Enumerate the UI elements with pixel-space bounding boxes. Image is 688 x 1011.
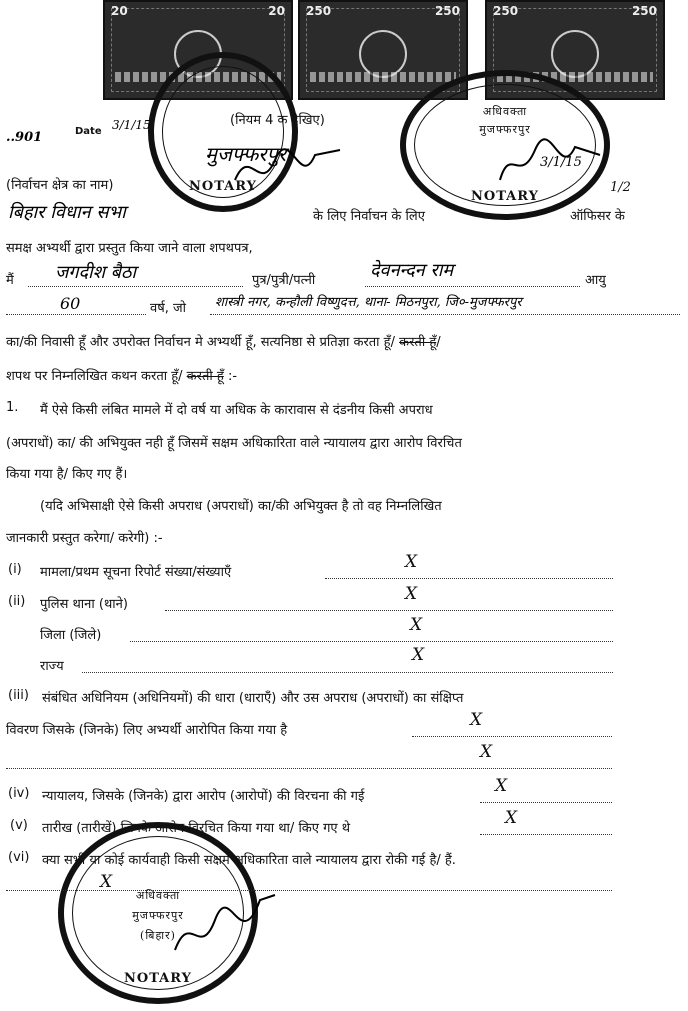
seal-text: अधिवक्ता	[135, 889, 181, 902]
constituency-label: (निर्वाचन क्षेत्र का नाम)	[6, 178, 114, 193]
oath-end: :-	[227, 369, 238, 384]
seal-text: अधिवक्ता	[482, 105, 528, 118]
deponent-name-handwritten: जगदीश बैठा	[55, 262, 137, 283]
seal-text: मुजफ्फरपुर	[132, 909, 184, 922]
item-v-number: (v)	[10, 818, 28, 833]
item-iii-line1: संबंधित अधिनियम (अधिनियमों) की धारा (धाराएँ) और उस अपराध (अपराधों) का संक्षिप्त	[42, 691, 464, 706]
item-v-label: तारीख (तारीखें) जिनके आरोप विरचित किया गया था/ किए गए थे	[42, 821, 351, 836]
item-iii-line2: विवरण जिसके (जिनके) लिए अभ्यर्थी आरोपित किया गया है	[6, 723, 288, 738]
item-i-label: मामला/प्रथम सूचना रिपोर्ट संख्या/संख्याएँ	[40, 565, 232, 580]
state-label: राज्य	[40, 659, 64, 674]
age-label: आयु	[585, 273, 606, 288]
district-label: जिला (जिले)	[40, 628, 102, 643]
cross-mark: X	[470, 710, 483, 730]
item-ii-number: (ii)	[8, 594, 26, 609]
oath-line	[6, 366, 237, 384]
seal-text: (बिहार)	[140, 929, 176, 942]
years-label: वर्ष, जो	[150, 301, 187, 316]
section1-note1: (यदि अभिसाक्षी ऐसे किसी अपराध (अपराधों) का/की अभियुक्त है तो वह निम्नलिखित	[40, 499, 442, 514]
resident-text: का/की निवासी हूँ और उपरोक्त निर्वाचन मे अभ्यर्थी हूँ, सत्यनिष्ठा से प्रतिज्ञा करता हूँ/	[6, 335, 395, 350]
emblem-icon	[551, 30, 599, 78]
stamp-value-right: 20	[268, 4, 285, 18]
stamp-value: 250	[493, 4, 519, 18]
item-i-number: (i)	[8, 562, 22, 577]
serial-number: ..901	[6, 130, 43, 145]
section1-note2: जानकारी प्रस्तुत करेगा/ करेगी) :-	[6, 531, 163, 546]
signature-bottom	[170, 890, 280, 970]
cross-mark: X	[410, 615, 423, 635]
cross-mark: X	[412, 645, 425, 665]
stamp-value: 250	[306, 4, 332, 18]
deponent-prefix: मैं	[6, 273, 14, 288]
item-iv-number: (iv)	[8, 786, 30, 801]
address-handwritten: शास्त्री नगर, कन्हौली विष्णुदत्त, थाना- मिठनपुरा, जि०-मुजफ्फरपुर	[215, 295, 522, 310]
section-number: 1.	[6, 400, 19, 415]
seal-text: मुजफ्फरपुर	[479, 123, 531, 136]
item-vi-label: क्या सभी या कोई कार्यवाही किसी सक्षम अधिकारिता वाले न्यायालय द्वारा रोकी गई है/ हैं.	[42, 853, 456, 868]
oath-struck: करती हूँ	[186, 369, 224, 384]
signature-date: 3/1/15	[540, 155, 582, 170]
stamp-value: 20	[111, 4, 128, 18]
resident-line: का/की निवासी हूँ और उपरोक्त निर्वाचन मे अभ्यर्थी हूँ, सत्यनिष्ठा से प्रतिज्ञा करता हूँ/ करती हूँ/	[6, 335, 441, 350]
officer-text: ऑफिसर के	[570, 209, 625, 224]
date-value: 3/1/15	[112, 118, 151, 132]
cross-mark: X	[405, 584, 418, 604]
notary-label: NOTARY	[124, 971, 192, 986]
stamp-value-right: 250	[631, 4, 657, 18]
emblem-icon	[359, 30, 407, 78]
cross-mark: X	[405, 552, 418, 572]
notary-label: NOTARY	[189, 179, 257, 194]
item-iii-number: (iii)	[8, 688, 29, 703]
cross-mark: X	[505, 808, 518, 828]
resident-struck: करती हूँ	[399, 335, 437, 350]
for-election-text: के लिए निर्वाचन के लिए	[313, 209, 425, 224]
section1-line3: किया गया है/ किए गए हैं।	[6, 467, 128, 482]
section1-line2: (अपराधों) का/ की अभियुक्त नही हूँ जिसमें सक्षम अधिकारिता वाले न्यायालय द्वारा आरोप विरचित	[6, 436, 462, 451]
cross-mark: X	[100, 872, 113, 892]
affidavit-title: समक्ष अभ्यर्थी द्वारा प्रस्तुत किया जाने वाला शपथपत्र,	[6, 241, 253, 256]
cross-mark: X	[480, 742, 493, 762]
rule-reference: (नियम 4 क देखिए)	[230, 113, 325, 128]
stamp-value-right: 250	[434, 4, 460, 18]
item-vi-number: (vi)	[8, 850, 30, 865]
relation-label: पुत्र/पुत्री/पत्नी	[252, 273, 316, 288]
section1-line1: मैं ऐसे किसी लंबित मामले में दो वर्ष या अधिक के कारावास से दंडनीय किसी अपराध	[40, 403, 433, 418]
oath-text: शपथ पर निम्नलिखित कथन करता हूँ/	[6, 369, 183, 384]
cross-mark: X	[495, 776, 508, 796]
house-name-handwritten: बिहार विधान सभा	[8, 202, 126, 223]
district-handwritten: मुजफ्फरपुर	[205, 142, 286, 166]
date-label: Date	[75, 126, 102, 137]
item-ii-label: पुलिस थाना (थाने)	[40, 597, 128, 612]
notary-label: NOTARY	[471, 189, 539, 204]
father-name-handwritten: देवनन्दन राम	[370, 260, 454, 281]
fraction-mark: 1/2	[610, 180, 631, 195]
age-handwritten: 60	[60, 294, 81, 313]
item-iv-label: न्यायालय, जिसके (जिनके) द्वारा आरोप (आरोपों) की विरचना की गई	[42, 789, 365, 804]
